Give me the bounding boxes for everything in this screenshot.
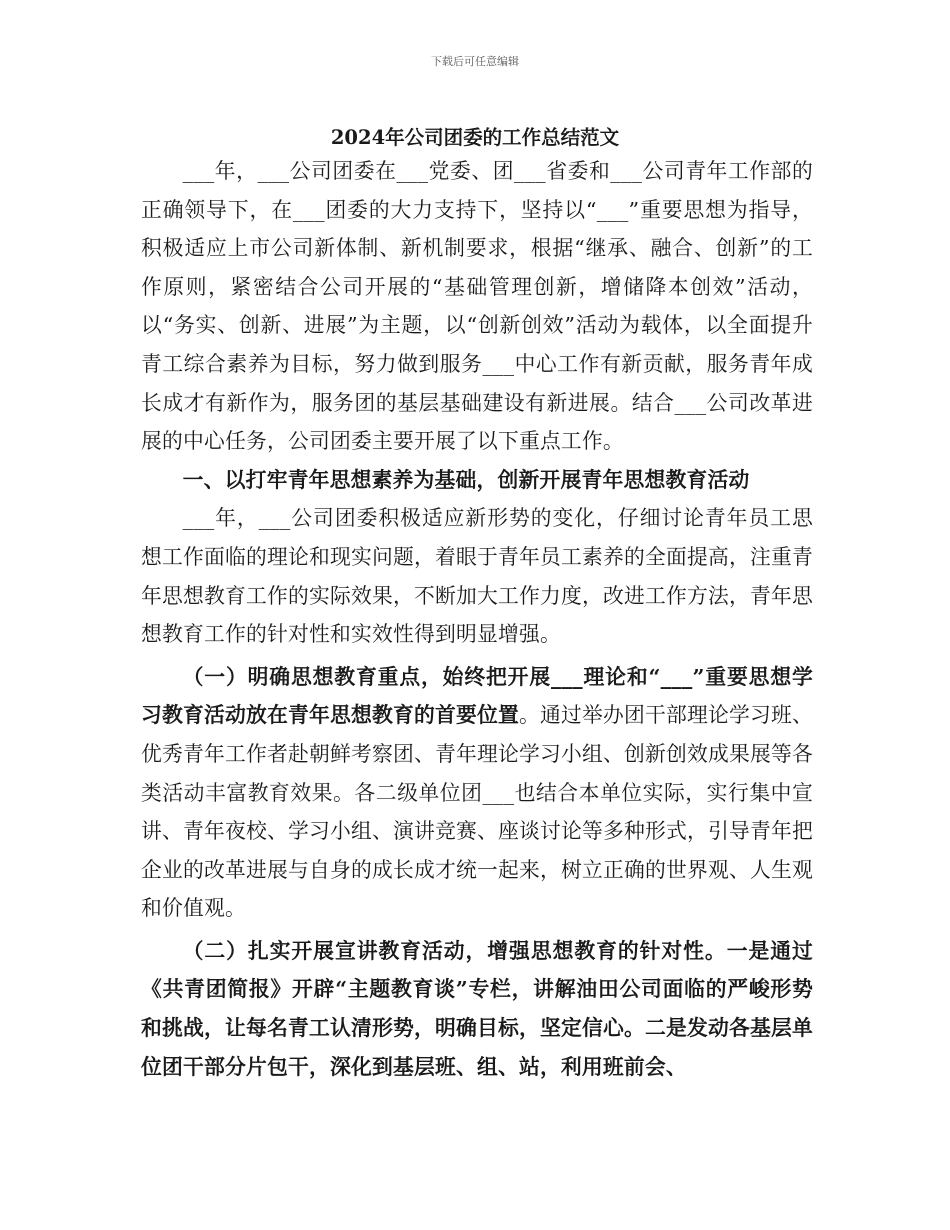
section-1-paragraph: ___年，___公司团委积极适应新形势的变化，仔细讨论青年员工思想工作面临的理论和现实问题，着眼于青年员工素养的全面提高，注重青年思想教育工作的实际效果，不断加大工作力度，改进工作方法，青年思想教育工作的针对性和实效性得到明显增强。 xyxy=(141,506,813,647)
intro-paragraph: ___年，___公司团委在___党委、团___省委和___公司青年工作部的正确领导下，在___团委的大力支持下，坚持以“___”重要思想为指导，积极适应上市公司新体制、新机制要求，根据“继承、融合、创新”的工作原则，紧密结合公司开展的“基础管理创新，增储降本创效”活动，以“务实、创新、进展”为主题，以“创新创效”活动为载体，以全面提升青工综合素养为目标，努力做到服务___中心工作有新贡献，服务青年成长成才有新作为，服务团的基层基础建设有新进展。结合___公司改革进展的中心任务，公司团委主要开展了以下重点工作。 xyxy=(141,159,813,454)
subsection-2-paragraph: （二）扎实开展宣讲教育活动，增强思想教育的针对性。一是通过《共青团简报》开辟“主题教育谈”专栏，讲解油田公司面临的严峻形势和挑战，让每名青工认清形势，明确目标，坚定信心。二是发动各基层单位团干部分片包干，深化到基层班、组、站，利用班前会、 xyxy=(141,937,813,1079)
document-body xyxy=(141,152,813,1086)
header-note: 下载后可任意编辑 xyxy=(431,55,519,68)
section-1-heading: 一、以打牢青年思想素养为基础，创新开展青年思想教育活动 xyxy=(182,466,750,492)
document-title: 2024年公司团委的工作总结范文 xyxy=(330,126,620,149)
subsection-1-paragraph xyxy=(141,658,813,928)
subsection-1-lead: （一）明确思想教育重点，始终把开展___理论和“___”重要思想学习教育活动放在青年思想教育的首要位置 xyxy=(141,663,813,728)
subsection-1-body: 。通过举办团干部理论学习班、优秀青年工作者赴朝鲜考察团、青年理论学习小组、创新创效成果展等各类活动丰富教育效果。各二级单位团___也结合本单位实际，实行集中宣讲、青年夜校、学习小组、演讲竞赛、座谈讨论等多种形式，引导青年把企业的改革进展与自身的成长成才统一起来，树立正确的世界观、人生观和价值观。 xyxy=(141,703,813,921)
